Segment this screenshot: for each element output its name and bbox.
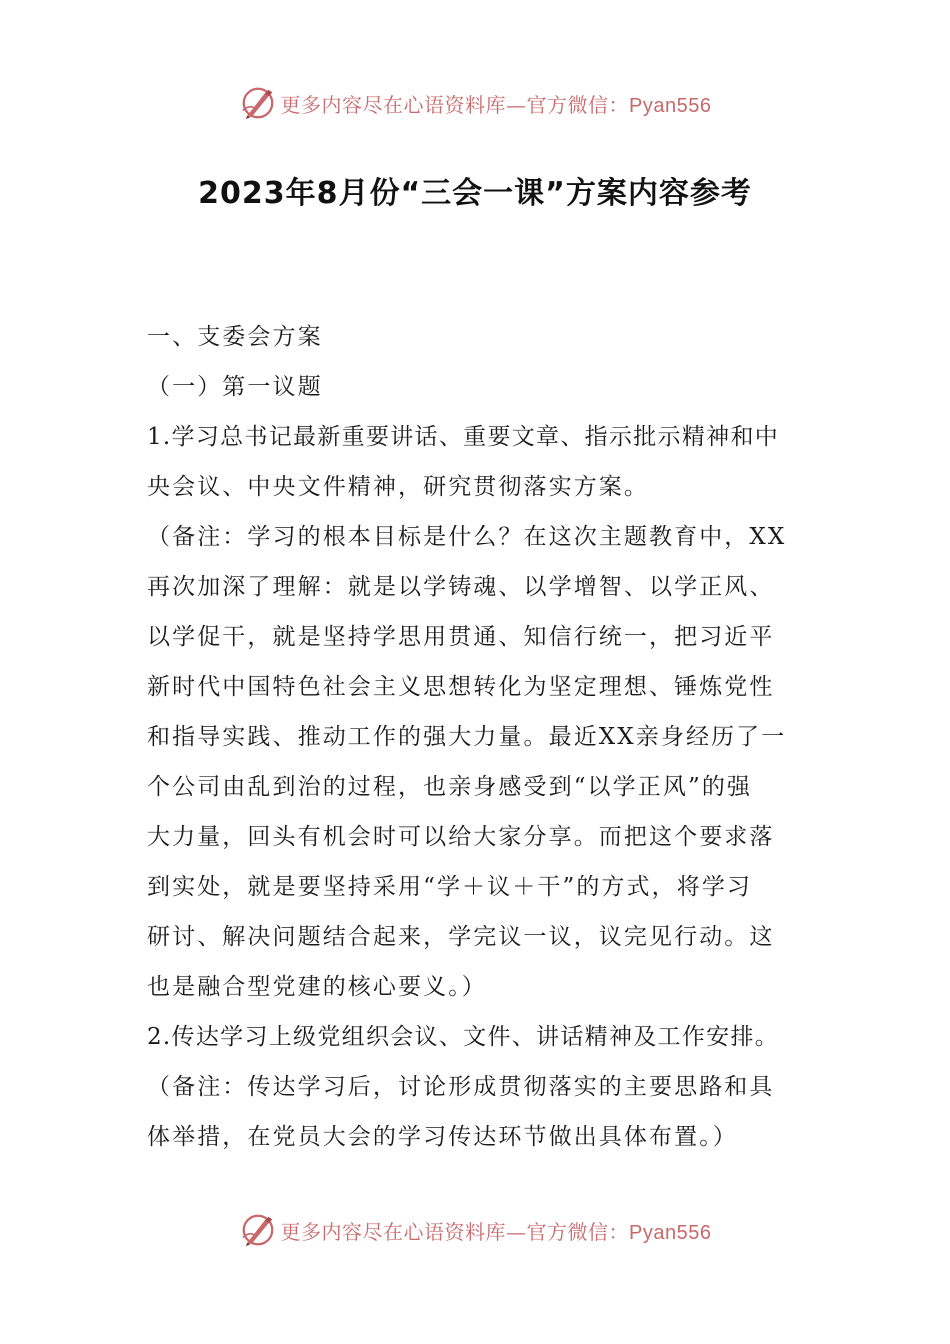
body-line: 2.传达学习上级党组织会议、文件、讲话精神及工作安排。 [147, 1024, 780, 1050]
body-line: 个公司由乱到治的过程，也亲身感受到“以学正风”的强 [147, 774, 753, 800]
body-line: 体举措，在党员大会的学习传达环节做出具体布置。） [147, 1124, 738, 1150]
body-line: 大力量，回头有机会时可以给大家分享。而把这个要求落 [147, 824, 775, 850]
body-line: 再次加深了理解：就是以学铸魂、以学增智、以学正风、 [147, 574, 775, 600]
pen-logo-icon [239, 84, 277, 122]
body-line: 也是融合型党建的核心要义。） [147, 974, 487, 1000]
body-line: 1.学习总书记最新重要讲话、重要文章、指示批示精神和中 [147, 424, 780, 450]
body-line: （备注：学习的根本目标是什么？在这次主题教育中，XX [147, 524, 787, 550]
document-body [147, 312, 809, 1162]
pen-logo-icon [239, 1211, 277, 1249]
footer-banner [0, 1208, 950, 1252]
banner-text: 更多内容尽在心语资料库—官方微信：Pyan556 [280, 1219, 712, 1244]
header-banner [0, 81, 950, 125]
page-title: 2023年8月份“三会一课”方案内容参考 [198, 176, 752, 211]
body-line: 到实处，就是要坚持采用“学＋议＋干”的方式，将学习 [147, 874, 753, 900]
body-line: 央会议、中央文件精神，研究贯彻落实方案。 [147, 474, 649, 500]
body-line: 和指导实践、推动工作的强大力量。最近XX亲身经历了一 [147, 724, 787, 750]
body-line: （备注：传达学习后，讨论形成贯彻落实的主要思路和具 [147, 1074, 775, 1100]
body-line: 以学促干，就是坚持学思用贯通、知信行统一，把习近平 [147, 624, 775, 650]
body-line: 研讨、解决问题结合起来，学完议一议，议完见行动。这 [147, 924, 775, 950]
banner-text: 更多内容尽在心语资料库—官方微信：Pyan556 [280, 92, 712, 117]
body-line: 新时代中国特色社会主义思想转化为坚定理想、锤炼党性 [147, 674, 775, 700]
section-heading: 一、支委会方案 [147, 324, 323, 350]
subsection-heading: （一）第一议题 [147, 374, 323, 400]
wechat-id: Pyan556 [629, 1221, 712, 1244]
wechat-id: Pyan556 [629, 94, 712, 117]
